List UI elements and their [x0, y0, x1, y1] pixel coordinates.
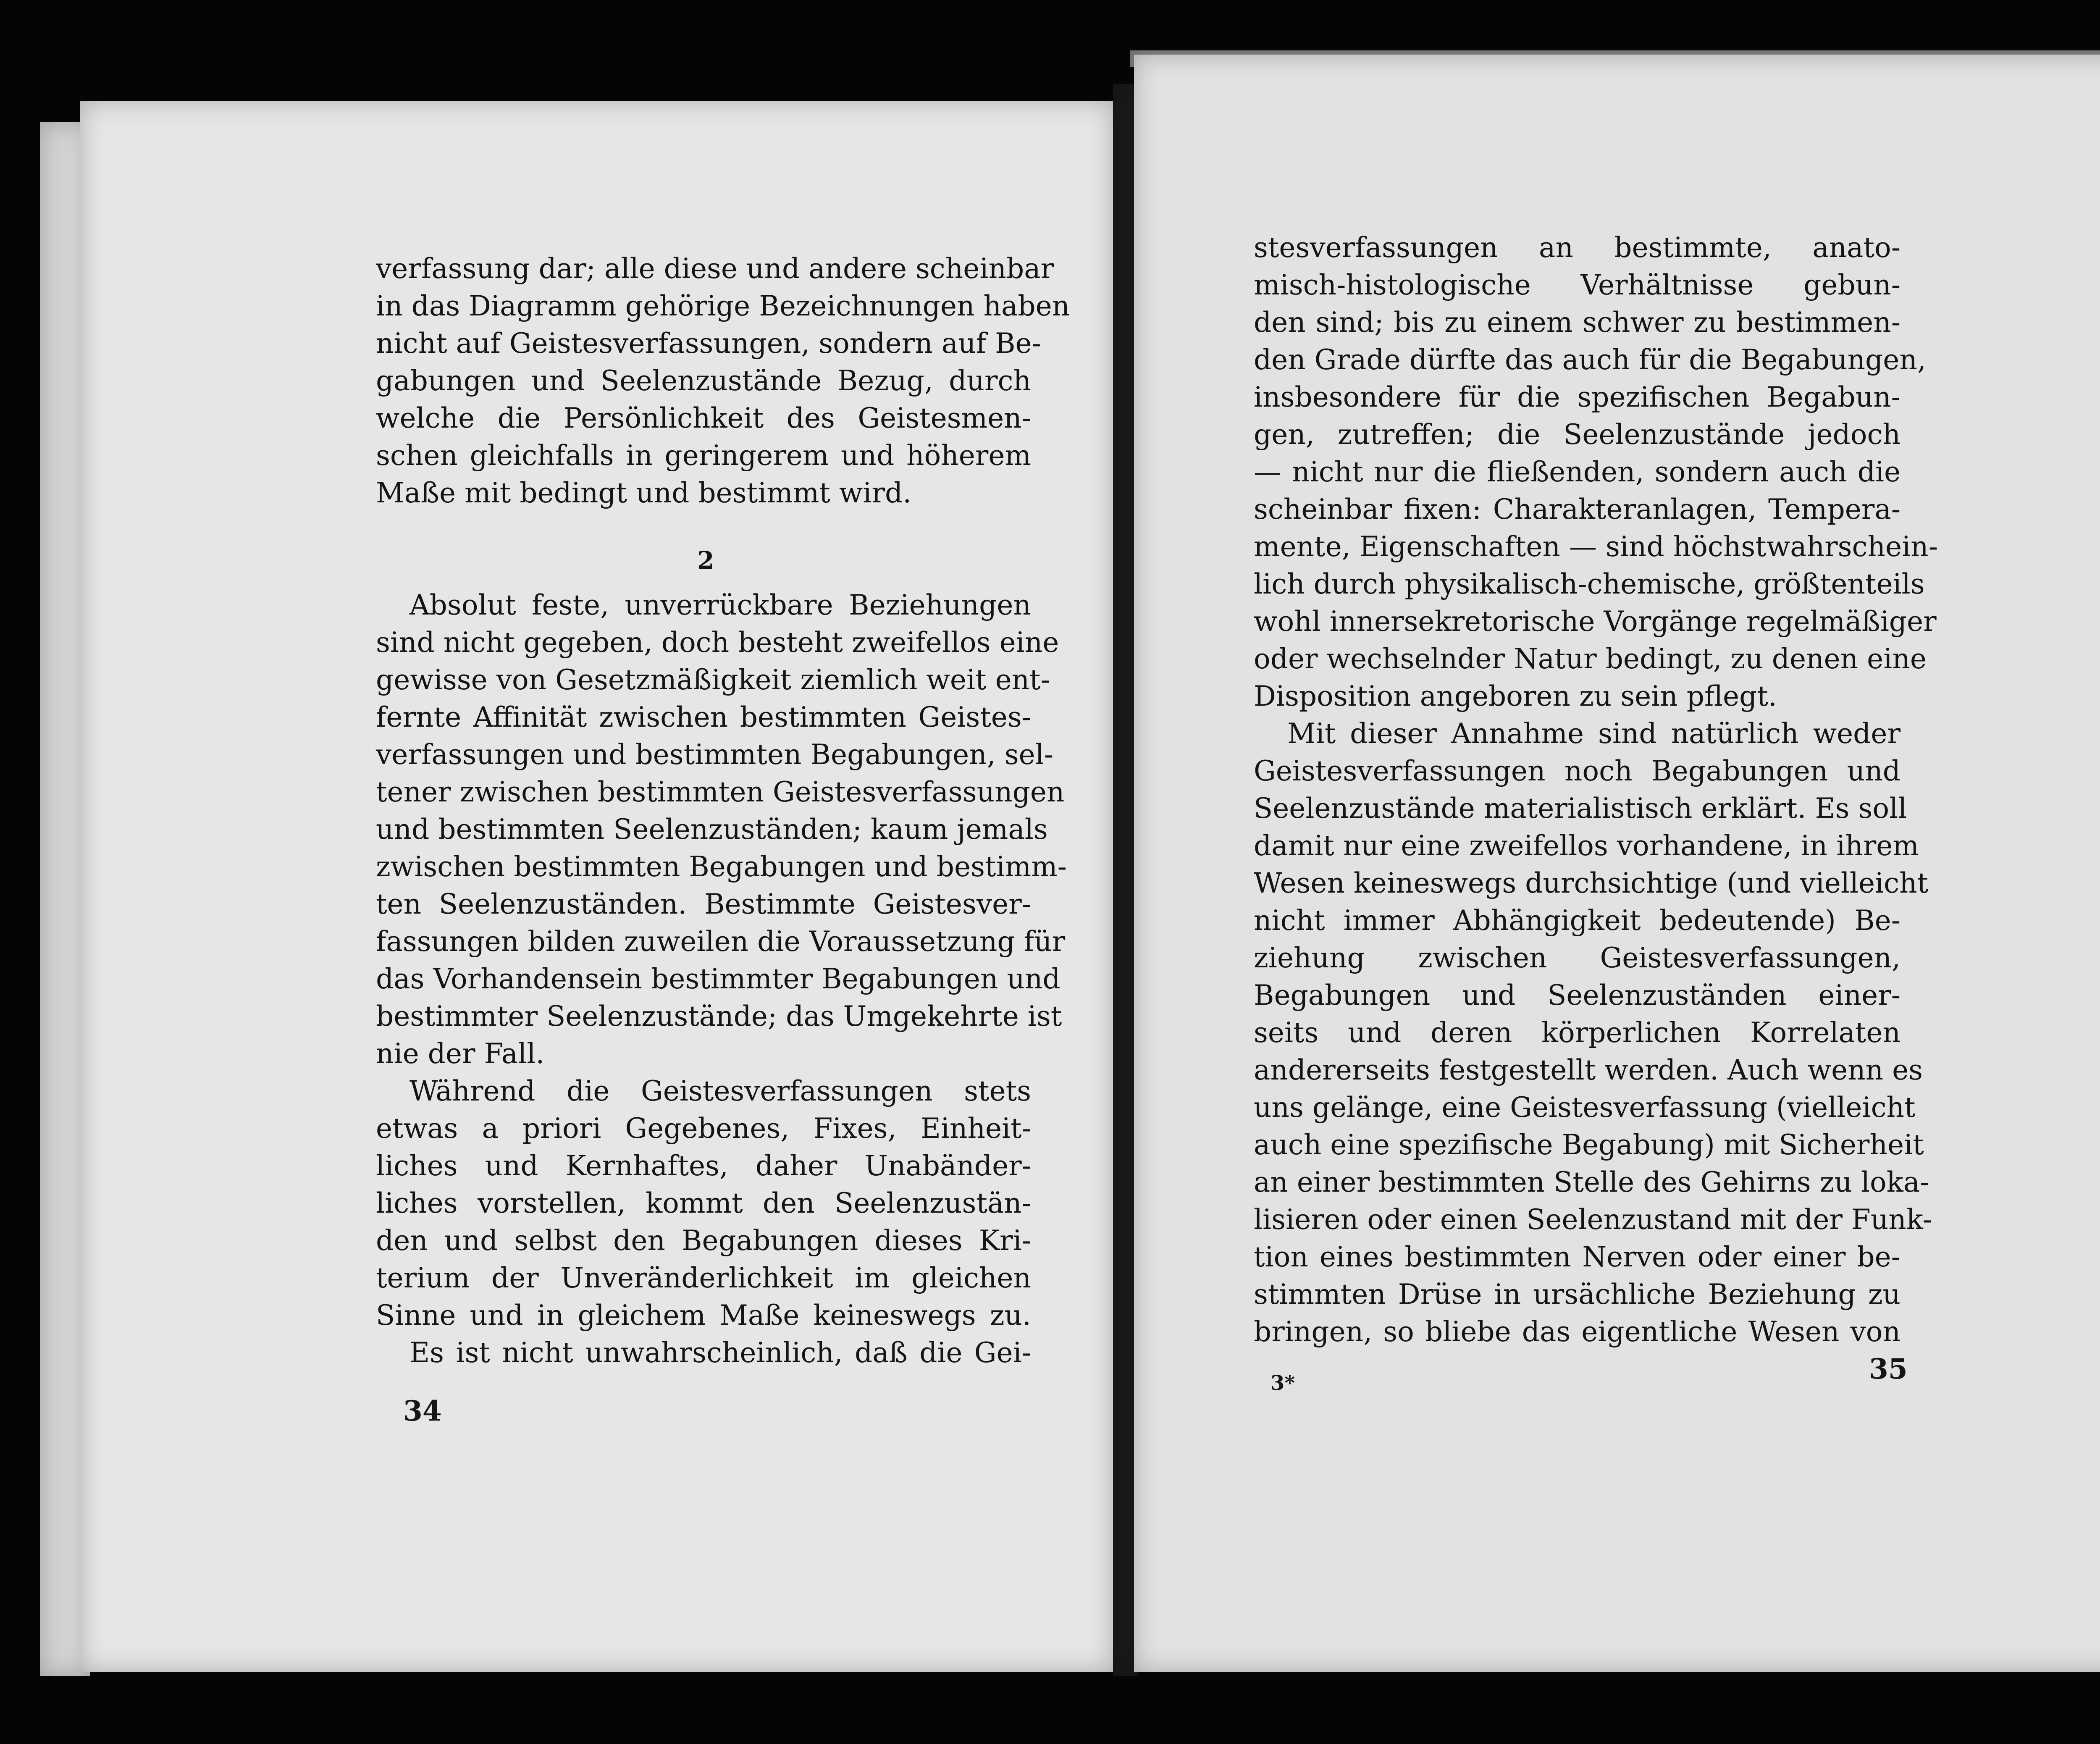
text-line: Geistesverfassungen noch Begabungen und	[1254, 755, 1900, 787]
text-line: gewisse von Gesetzmäßigkeit ziemlich weit ent-	[376, 664, 1050, 696]
text-line: uns gelänge, eine Geistesverfassung (vielleicht	[1254, 1091, 1916, 1124]
text-line: auch eine spezifische Begabung) mit Sicherheit	[1254, 1129, 1924, 1161]
text-line: Wesen keineswegs durchsichtige (und vielleicht	[1254, 867, 1929, 899]
text-line: und bestimmten Seelenzuständen; kaum jemals	[376, 813, 1048, 846]
text-line: fassungen bilden zuweilen die Voraussetzung für	[376, 925, 1066, 958]
text-line: misch-histologische Verhältnisse gebun-	[1254, 269, 1900, 301]
text-line: Maße mit bedingt und bestimmt wird.	[376, 477, 912, 509]
text-line: fernte Affinität zwischen bestimmten Geistes-	[376, 701, 1031, 733]
text-line: nie der Fall.	[376, 1037, 545, 1070]
text-line: Begabungen und Seelenzuständen einer-	[1254, 979, 1900, 1011]
text-line: Es ist nicht unwahrscheinlich, daß die Gei-	[410, 1337, 1031, 1369]
text-line: zwischen bestimmten Begabungen und bestimm-	[376, 851, 1067, 883]
text-line: verfassungen und bestimmten Begabungen, sel-	[376, 738, 1054, 771]
text-line: wohl innersekretorische Vorgänge regelmäßiger	[1254, 605, 1937, 638]
text-line: stimmten Drüse in ursächliche Beziehung zu	[1254, 1278, 1900, 1311]
text-line: etwas a priori Gegebenes, Fixes, Einheit-	[376, 1112, 1031, 1145]
text-line: nicht immer Abhängigkeit bedeutende) Be-	[1254, 904, 1900, 937]
text-line: seits und deren körperlichen Korrelaten	[1254, 1016, 1900, 1049]
text-line: lisieren oder einen Seelenzustand mit der Funk-	[1254, 1203, 1932, 1236]
text-line: den Grade dürfte das auch für die Begabungen,	[1254, 344, 1926, 376]
text-line: damit nur eine zweifellos vorhandene, in ihrem	[1254, 830, 1919, 862]
page-number-right: 35	[1869, 1353, 1908, 1385]
text-line: nicht auf Geistesverfassungen, sondern auf Be-	[376, 327, 1041, 360]
text-line: Disposition angeboren zu sein pflegt.	[1254, 680, 1777, 712]
text-line: Absolut feste, unverrückbare Beziehungen	[410, 589, 1031, 621]
text-line: den und selbst den Begabungen dieses Kri-	[376, 1224, 1031, 1257]
text-line: verfassung dar; alle diese und andere scheinbar	[376, 252, 1054, 285]
text-line: Sinne und in gleichem Maße keineswegs zu.	[376, 1299, 1031, 1332]
right-page-text	[1254, 229, 1938, 1350]
text-line: Während die Geistesverfassungen stets	[410, 1075, 1031, 1107]
text-line: stesverfassungen an bestimmte, anato-	[1254, 231, 1900, 264]
text-line: tener zwischen bestimmten Geistesverfassungen	[376, 776, 1065, 808]
text-line: gabungen und Seelenzustände Bezug, durch	[376, 365, 1031, 397]
signature-mark: 3*	[1270, 1371, 1295, 1395]
text-line: scheinbar fixen: Charakteranlagen, Tempera-	[1254, 493, 1900, 525]
text-line: terium der Unveränderlichkeit im gleichen	[376, 1262, 1031, 1294]
section-number: 2	[697, 546, 714, 575]
text-line: Mit dieser Annahme sind natürlich weder	[1287, 717, 1900, 750]
text-line: tion eines bestimmten Nerven oder einer be-	[1254, 1241, 1900, 1273]
text-line: — nicht nur die fließenden, sondern auch die	[1254, 456, 1900, 488]
text-line: bestimmter Seelenzustände; das Umgekehrte ist	[376, 1000, 1062, 1032]
text-line: welche die Persönlichkeit des Geistesmen-	[376, 402, 1031, 434]
text-line: insbesondere für die spezifischen Begabun-	[1254, 381, 1900, 413]
text-line: andererseits festgestellt werden. Auch wenn es	[1254, 1054, 1923, 1086]
text-line: an einer bestimmten Stelle des Gehirns zu loka-	[1254, 1166, 1929, 1198]
text-line: gen, zutreffen; die Seelenzustände jedoch	[1254, 418, 1900, 451]
text-line: lich durch physikalisch-chemische, größtenteils	[1254, 568, 1925, 600]
page-number-left: 34	[403, 1395, 442, 1427]
text-line: liches vorstellen, kommt den Seelenzustän-	[376, 1187, 1031, 1219]
text-line: mente, Eigenschaften — sind höchstwahrschein-	[1254, 531, 1938, 563]
text-line: das Vorhandensein bestimmter Begabungen und	[376, 963, 1060, 995]
text-line: liches und Kernhaftes, daher Unabänder-	[376, 1150, 1031, 1182]
text-line: den sind; bis zu einem schwer zu bestimmen-	[1254, 306, 1900, 339]
left-page-text	[376, 250, 1070, 1371]
text-line: sind nicht gegeben, doch besteht zweifellos eine	[376, 626, 1059, 659]
text-line: ziehung zwischen Geistesverfassungen,	[1254, 942, 1900, 974]
text-line: schen gleichfalls in geringerem und höherem	[376, 439, 1031, 472]
text-line: in das Diagramm gehörige Bezeichnungen haben	[376, 290, 1070, 322]
text-line: oder wechselnder Natur bedingt, zu denen eine	[1254, 643, 1927, 675]
text-line: ten Seelenzuständen. Bestimmte Geistesver-	[376, 888, 1031, 920]
text-line: Seelenzustände materialistisch erklärt. Es soll	[1254, 792, 1907, 825]
text-line: bringen, so bliebe das eigentliche Wesen von	[1254, 1316, 1900, 1348]
